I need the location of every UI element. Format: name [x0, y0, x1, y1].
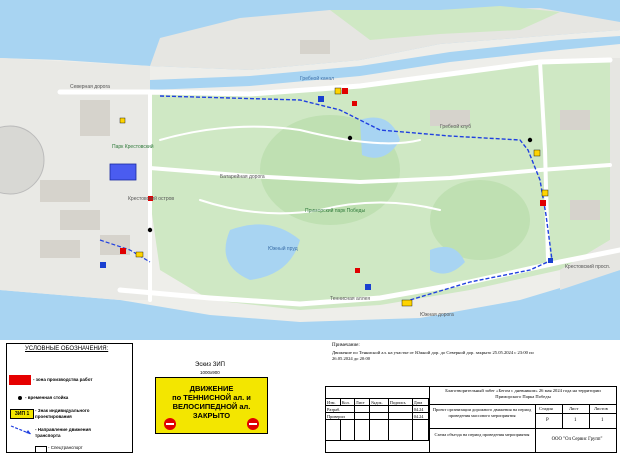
zip-sketch-title: Эскиз ЗИП	[195, 362, 225, 368]
hline-2	[429, 428, 617, 429]
project-title: Проект организации дорожного движения на период проведения массового мероприятия	[432, 407, 532, 418]
col-kol: Кол.	[340, 399, 354, 406]
zip-sign	[155, 377, 268, 434]
vline-4	[589, 404, 590, 428]
no-entry-icon-left	[164, 418, 176, 430]
legend-item-special: - Спецтранспорт	[48, 445, 83, 450]
scheme-title: Схема объезда на период проведения мероприятия	[434, 432, 530, 437]
sign-line1: ДВИЖЕНИЕ	[189, 384, 234, 393]
legend-title: УСЛОВНЫЕ ОБОЗНАЧЕНИЯ:	[25, 346, 109, 352]
no-entry-icon-right	[247, 418, 259, 430]
sign-line2: по ТЕННИСНОЙ ал. и	[172, 393, 251, 402]
legend-red-swatch	[9, 375, 31, 385]
developed-date: 04.24	[412, 406, 428, 413]
label-yuzhnaya: Южная дорога	[420, 312, 454, 318]
col-izm: Изм.	[326, 399, 341, 406]
legend-item-work-zone: - зона производства работ	[33, 377, 93, 382]
sheets-header: Листов	[594, 406, 608, 411]
legend-stand-icon	[18, 396, 22, 400]
label-grebnoy-club: Гребной клуб	[440, 124, 472, 130]
legend-special-icon	[35, 446, 47, 453]
hline-3	[535, 413, 617, 414]
col-data: Дата	[412, 399, 428, 406]
stage-header: Стадия	[539, 406, 553, 411]
col-ndok: №док.	[370, 399, 389, 406]
note-title: Примечание:	[332, 343, 360, 348]
legend-item-stand: - временная стойка	[25, 395, 69, 400]
developed-label: Разраб.	[326, 406, 355, 413]
label-batareynaya: Батарейная дорога	[220, 174, 265, 180]
sheet-value: 1	[574, 418, 577, 423]
stage-value: Р	[546, 418, 549, 423]
col-podpis: Подпись	[388, 399, 412, 406]
legend-item-zip: - Знак индивидуального проектирования	[35, 408, 90, 419]
label-krestovsky-prospekt: Крестовский просп.	[565, 264, 611, 270]
org-name: ООО "Ол Сервис Групп"	[551, 437, 603, 442]
checked-label: Проверил	[326, 413, 355, 420]
revision-table	[325, 398, 429, 441]
zip-sketch-size: 1000х900	[200, 370, 220, 375]
vline-3	[562, 404, 563, 428]
note-line1: Движение по Теннисной ал. на участке от Южной дор. до Северной дор. закрыто 25.05.2024 с 23:00 по	[332, 350, 534, 355]
label-severnaya: Северная дорога	[70, 84, 110, 90]
label-park-krestovsky: Парк Крестовский	[112, 144, 154, 150]
legend-route-icon	[9, 424, 35, 438]
label-krestovsky-ostrov: Крестовский остров	[128, 196, 175, 202]
sign-line3: ВЕЛОСИПЕДНОЙ ал.	[172, 402, 251, 411]
col-list: Лист	[354, 399, 369, 406]
vline-1	[429, 386, 430, 453]
note-line2: 26.05.2024 до 20:00	[332, 356, 371, 361]
label-tennisnaya: Теннисная аллея	[330, 296, 371, 302]
label-yuzhny-prud: Южный пруд	[268, 246, 298, 252]
sheets-value: 1	[601, 418, 604, 423]
sheet-header: Лист	[569, 406, 579, 411]
checked-date: 04.24	[412, 413, 428, 420]
work-zone-rect	[110, 164, 136, 180]
event-title: Благотворительный забег «Бегом с дневником» 26 мая 2024 года на территории Приморского Парка Победы	[445, 388, 601, 399]
sign-line4: ЗАКРЫТО	[192, 411, 231, 420]
legend-item-route: - Направление движения транспорта	[35, 427, 91, 438]
label-park: Приморский парк Победы	[305, 208, 366, 214]
legend-zip-badge: ЗИП 1	[10, 409, 34, 419]
legend-box	[6, 343, 133, 453]
label-grebnoy: Гребной канал	[300, 76, 335, 82]
